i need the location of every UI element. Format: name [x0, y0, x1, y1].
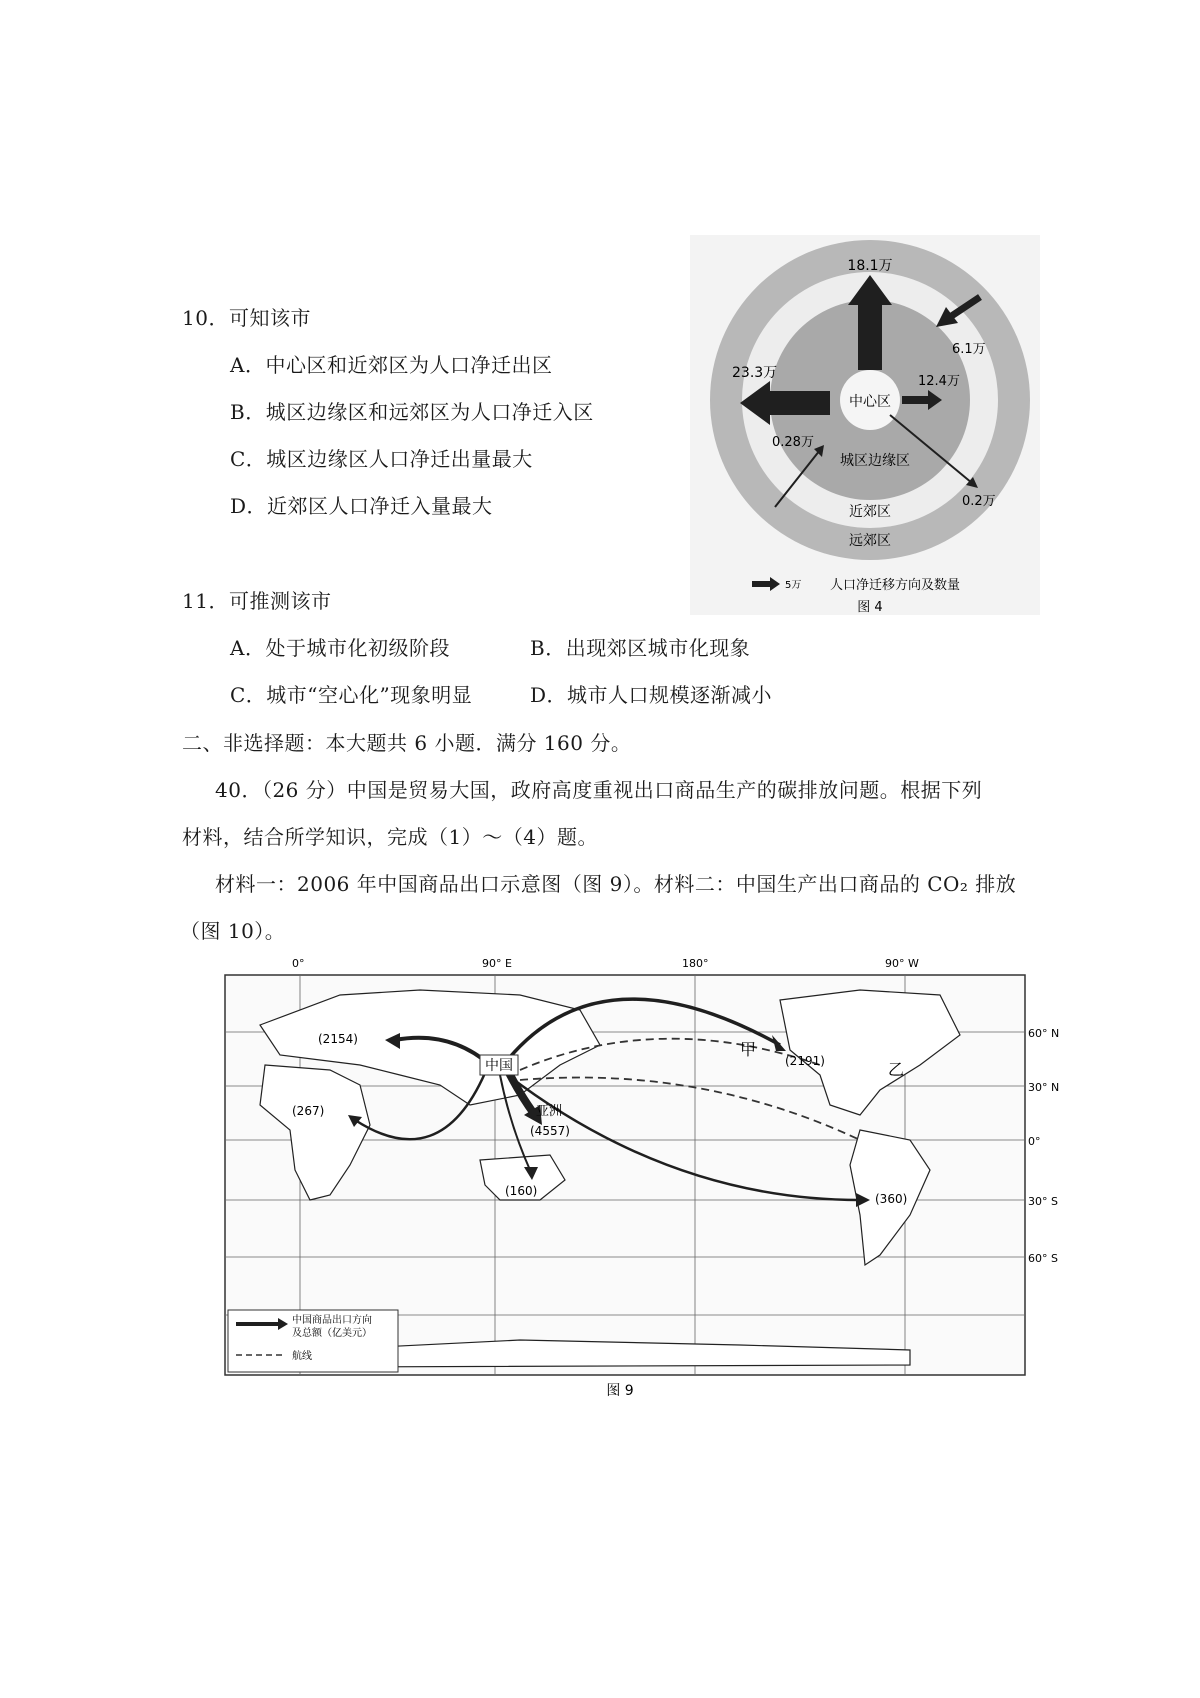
value-oceania: (160): [505, 1184, 538, 1198]
flow-label-0-2: 0.2万: [962, 494, 996, 509]
lat-label-60s: 60° S: [1028, 1252, 1058, 1265]
figure-9-caption: 图 9: [606, 1383, 634, 1399]
legend-arrow-text: 中国商品出口方向: [292, 1315, 372, 1326]
flow-label-18-1: 18.1万: [847, 258, 893, 274]
q11-option-a: A．处于城市化初级阶段: [230, 636, 450, 660]
figure-4-caption: 图 4: [857, 600, 883, 615]
label-center: 中心区: [849, 394, 891, 410]
legend-arrow-text-2: 及总额（亿美元）: [292, 1328, 372, 1339]
lat-label-30s: 30° S: [1028, 1195, 1058, 1208]
flow-label-12-4: 12.4万: [918, 374, 960, 389]
label-urban-fringe: 城区边缘区: [840, 453, 910, 469]
q11-option-b: B．出现郊区城市化现象: [530, 636, 751, 660]
origin-label: 中国: [485, 1058, 513, 1074]
value-north-america: (2191): [785, 1054, 825, 1068]
asia-label: 亚洲: [536, 1104, 563, 1119]
label-inner-suburb: 近郊区: [849, 504, 891, 520]
q11-stem: 11．可推测该市: [182, 589, 332, 613]
lat-label-30n: 30° N: [1028, 1081, 1060, 1094]
q40-line-1: 40．（26 分）中国是贸易大国，政府高度重视出口商品生产的碳排放问题。根据下列: [215, 778, 983, 802]
q11-option-c: C．城市“空心化”现象明显: [230, 683, 473, 707]
q11-option-d: D．城市人口规模逐渐减小: [530, 683, 773, 707]
lat-label-60n: 60° N: [1028, 1027, 1060, 1040]
place-label-yi: 乙: [888, 1060, 905, 1079]
lon-label-0: 0°: [292, 957, 305, 970]
figure-4-diagram: [690, 235, 1040, 615]
lon-label-90e: 90° E: [482, 957, 512, 970]
label-outer-suburb: 远郊区: [849, 533, 891, 549]
flow-label-23-3: 23.3万: [732, 365, 778, 381]
q10-option-a: A．中心区和近郊区为人口净迁出区: [230, 353, 553, 377]
q40-line-2: 材料，结合所学知识，完成（1）～（4）题。: [182, 825, 598, 849]
q40-line-3: 材料一：2006 年中国商品出口示意图（图 9）。材料二：中国生产出口商品的 CO₂ 排放: [215, 872, 1017, 896]
legend-scale: 5万: [785, 580, 802, 591]
value-south-america: (360): [875, 1192, 908, 1206]
value-europe: (2154): [318, 1032, 358, 1046]
value-asia: (4557): [530, 1124, 570, 1138]
legend-route-text: 航线: [292, 1351, 312, 1362]
q10-stem: 10．可知该市: [182, 306, 311, 330]
lat-label-0: 0°: [1028, 1135, 1041, 1148]
q40-line-4: （图 10）。: [180, 919, 286, 943]
place-label-jia: 甲: [740, 1040, 757, 1059]
q10-option-b: B．城区边缘区和远郊区为人口净迁入区: [230, 400, 594, 424]
lon-label-90w: 90° W: [885, 957, 919, 970]
q10-option-d: D．近郊区人口净迁入量最大: [230, 494, 493, 518]
flow-label-0-28: 0.28万: [772, 435, 814, 450]
flow-label-6-1: 6.1万: [952, 342, 986, 357]
lon-label-180: 180°: [682, 957, 709, 970]
value-africa: (267): [292, 1104, 325, 1118]
legend-text: 人口净迁移方向及数量: [830, 578, 961, 593]
figure-9-map: [220, 955, 1060, 1400]
q10-option-c: C．城区边缘区人口净迁出量最大: [230, 447, 533, 471]
section-heading: 二、非选择题：本大题共 6 小题．满分 160 分。: [182, 731, 632, 755]
